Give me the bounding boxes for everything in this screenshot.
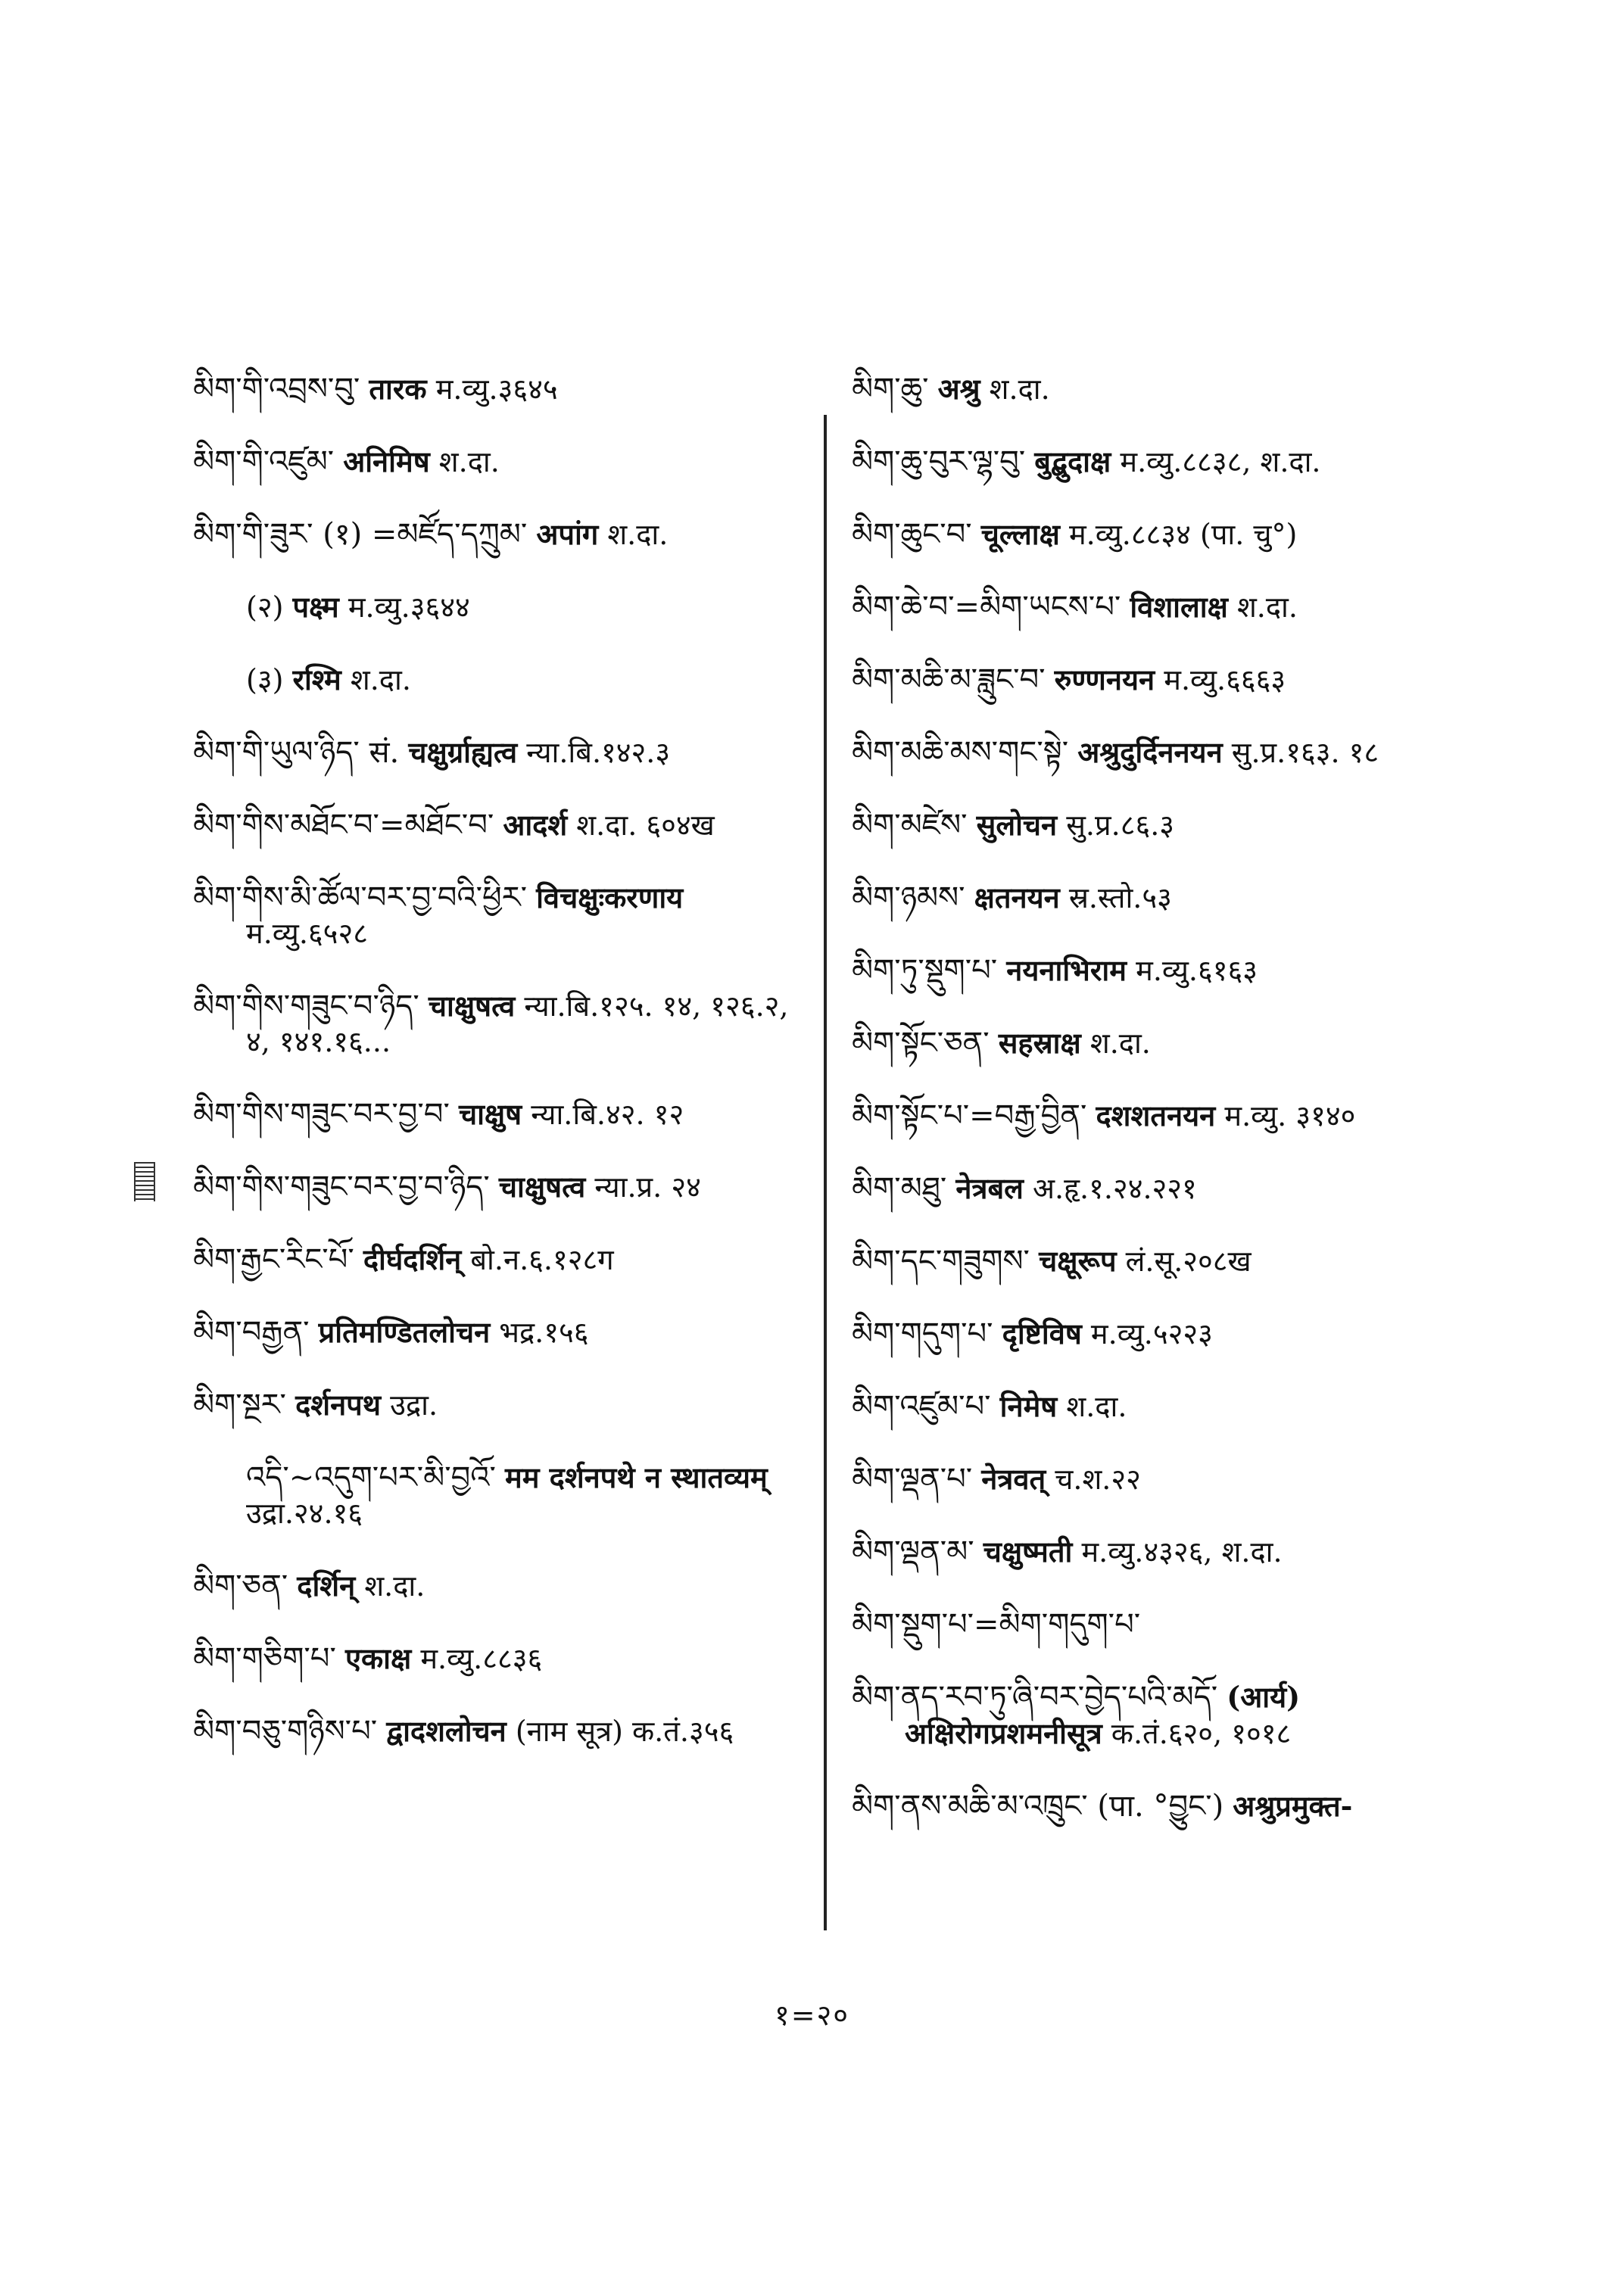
source-reference: म.व्यु.३६४४ xyxy=(348,590,470,624)
sanskrit-gloss: नेत्रवत् xyxy=(981,1462,1046,1496)
source-reference: श.दा. xyxy=(364,1569,425,1603)
sanskrit-gloss: नेत्रबल xyxy=(955,1171,1024,1205)
source-reference: न्या.बि.१४२.३ xyxy=(526,736,671,769)
sanskrit-gloss: रश्मि xyxy=(292,662,341,696)
source-reference: च.श.२२ xyxy=(1055,1463,1141,1496)
tibetan-headword: མིག་འཛུམ་པ་ xyxy=(852,1389,991,1424)
tibetan-headword: མིག་རྒྱང་རིང་པོ་ xyxy=(193,1242,354,1277)
source-reference: श.दा. xyxy=(1236,590,1298,624)
source-reference: न्या.बि.१२५. १४, १२६.२, ४, १४१.१६... xyxy=(246,989,789,1058)
source-reference: भद्र.१५६ xyxy=(499,1316,589,1349)
sanskrit-gloss: अश्रुदुर्दिननयन xyxy=(1077,735,1223,769)
sanskrit-gloss: चक्षुर्ग्राह्यत्व xyxy=(408,735,518,769)
sanskrit-gloss: सहस्राक्ष xyxy=(998,1026,1081,1060)
sanskrit-gloss: रुण्णनयन xyxy=(1054,662,1155,696)
sanskrit-gloss: नयनाभिराम xyxy=(1006,953,1127,987)
tibetan-headword: མིག་ཏུ་སྡུག་པ་ xyxy=(852,953,998,988)
dictionary-subentry xyxy=(193,662,799,698)
tibetan-headword: མིག་ཆེ་བ་=མིག་ཡངས་པ་ xyxy=(852,590,1121,625)
dictionary-entry xyxy=(193,1096,799,1132)
source-reference: म.व्यु.८८३६ xyxy=(420,1642,543,1675)
tibetan-headword: མིག་ལྡན་པ་ xyxy=(852,1462,973,1497)
source-reference: म.व्यु.६१६३ xyxy=(1136,954,1258,987)
tibetan-headword: མིག་གི་ཟུར་ (१) =མཛོད་དཀྲུམ་ xyxy=(193,517,528,552)
dictionary-entry xyxy=(193,1568,799,1604)
sanskrit-gloss: दर्शिन् xyxy=(297,1569,356,1603)
source-reference: श.दा. xyxy=(350,663,411,696)
sanskrit-gloss: द्वादशलोचन xyxy=(386,1714,507,1748)
sanskrit-gloss: बुद्बुदाक्ष xyxy=(1034,444,1111,478)
sanskrit-gloss: एकाक्ष xyxy=(344,1641,412,1675)
dictionary-entry xyxy=(852,1316,1480,1352)
source-reference: श.दा. xyxy=(1066,1390,1127,1423)
source-reference: न्या.प्र. २४ xyxy=(594,1170,701,1204)
dictionary-entry xyxy=(852,1679,1480,1752)
source-reference: म.व्यु.५२२३ xyxy=(1090,1317,1213,1351)
dictionary-entry xyxy=(193,371,799,407)
sanskrit-gloss: दर्शनपथ xyxy=(295,1388,382,1422)
sanskrit-gloss: सुलोचन xyxy=(976,808,1058,842)
dictionary-entry xyxy=(852,371,1480,407)
dictionary-entry xyxy=(193,734,799,771)
tibetan-headword: མིག་མཐུ་ xyxy=(852,1171,947,1206)
tibetan-headword: མིག་ཅན་ xyxy=(193,1569,288,1603)
sense-number: (२) xyxy=(246,590,284,624)
source-reference: म.व्यु.४३२६, श.दा. xyxy=(1081,1535,1283,1569)
tibetan-headword: མིག་གི་ཡུལ་ཉིད་ सं. xyxy=(193,735,400,770)
dictionary-entry xyxy=(852,952,1480,989)
dictionary-entry xyxy=(193,516,799,553)
tibetan-headword: མིག་དང་གཟུགས་ xyxy=(852,1244,1030,1279)
dictionary-entry xyxy=(852,1788,1480,1824)
source-reference: श.दा. xyxy=(1089,1027,1151,1060)
tibetan-headword: མིག་བརྒྱན་ xyxy=(193,1315,310,1350)
tibetan-headword: མིག་སྟོང་པ་=བརྒྱ་བྱིན་ xyxy=(852,1098,1087,1133)
sanskrit-gloss: प्रतिमण्डितलोचन xyxy=(318,1315,491,1349)
sanskrit-gloss: दृष्टिविष xyxy=(1002,1316,1082,1351)
dictionary-entry xyxy=(852,444,1480,480)
dictionary-entry xyxy=(193,444,799,480)
source-reference: म.व्यु. ३१४० xyxy=(1224,1099,1356,1132)
source-reference: श.दा. xyxy=(607,518,669,551)
tibetan-headword: མིག་ནད་རབ་ཏུ་ཞི་བར་བྱེད་པའི་མདོ་ xyxy=(852,1680,1218,1715)
dictionary-entry xyxy=(193,880,799,952)
dictionary-entry xyxy=(193,1387,799,1423)
sanskrit-gloss: चूल्लाक्ष xyxy=(980,517,1060,551)
tibetan-headword: མིག་ཆུ་བུར་ལྷ་བུ་ xyxy=(852,444,1026,479)
tibetan-headword: མིག་བཅུ་གཉིས་པ་ xyxy=(193,1714,378,1749)
source-reference: श.दा. xyxy=(438,445,500,478)
tibetan-headword: མིག་གཅིག་པ་ xyxy=(193,1641,336,1676)
dictionary-entry xyxy=(852,516,1480,553)
sanskrit-gloss: अश्रुप्रमुक्त- xyxy=(1233,1789,1353,1823)
source-reference: उद्रा.२४.१६ xyxy=(246,1497,363,1530)
tibetan-headword: མིག་སྔར་ xyxy=(193,1388,286,1422)
sanskrit-gloss: अपांग xyxy=(536,517,599,551)
right-column xyxy=(852,371,1480,1861)
tibetan-headword: མིག་སྡུག་པ་=མིག་གདུག་པ་ xyxy=(852,1607,1141,1642)
sanskrit-gloss: चाक्षुषत्व xyxy=(428,989,516,1023)
dictionary-entry xyxy=(193,1314,799,1351)
dictionary-entry xyxy=(852,1606,1480,1643)
dictionary-entry xyxy=(852,734,1480,771)
dictionary-entry xyxy=(193,1242,799,1278)
page-number: १=२० xyxy=(774,1999,850,2032)
source-reference: क.तं.६२०, १०१८ xyxy=(1111,1717,1292,1750)
tibetan-headword: མིག་གིས་གཟུང་བར་བྱ་བ་ཉིད་ xyxy=(193,1170,490,1204)
dictionary-entry xyxy=(852,1025,1480,1061)
dictionary-entry xyxy=(852,589,1480,625)
sanskrit-gloss: निमेष xyxy=(999,1389,1058,1423)
sanskrit-gloss: चाक्षुषत्व xyxy=(498,1170,586,1204)
sanskrit-gloss: (आर्य) अक्षिरोगप्रशमनीसूत्र xyxy=(905,1680,1301,1750)
source-reference: म.व्यु.८८३८, श.दा. xyxy=(1120,445,1321,478)
dictionary-entry xyxy=(193,1640,799,1677)
tibetan-headword: མིག་མཆི་མས་གང་སྟེ་ xyxy=(852,735,1069,770)
tibetan-phrase: འདི་~འདུག་པར་མི་བྱའོ་ xyxy=(246,1460,496,1495)
dictionary-entry xyxy=(852,1534,1480,1570)
sense-number: (३) xyxy=(246,663,284,696)
source-reference: लं.सू.२०८ख xyxy=(1125,1245,1252,1278)
tibetan-headword: མིག་ལྡན་མ་ xyxy=(852,1534,974,1569)
source-reference: बो.न.६.१२८ग xyxy=(470,1243,614,1276)
sanskrit-gloss: मम दर्शनपथे न स्थातव्यम् xyxy=(504,1460,768,1494)
source-reference: सु.प्र.१६३. १८ xyxy=(1231,736,1379,769)
dictionary-subentry xyxy=(193,589,799,625)
sanskrit-gloss: विशालाक्ष xyxy=(1130,590,1228,624)
dictionary-entry xyxy=(852,1461,1480,1497)
tibetan-headword: མིག་གི་འབྲས་བུ་ xyxy=(193,372,360,407)
margin-mark xyxy=(134,1162,155,1201)
dictionary-entry xyxy=(193,807,799,843)
source-reference: (नाम सूत्र) क.तं.३५६ xyxy=(515,1715,734,1748)
sanskrit-gloss: दशशतनयन xyxy=(1096,1098,1216,1132)
tibetan-headword: མིག་གིས་གཟུང་བ་ཉིད་ xyxy=(193,989,419,1023)
dictionary-entry xyxy=(852,880,1480,916)
sanskrit-gloss: चक्षुष्मती xyxy=(983,1534,1073,1569)
source-reference: न्या.बि.४२. १२ xyxy=(531,1098,684,1131)
sanskrit-gloss: दीर्घदर्शिन् xyxy=(363,1242,462,1276)
tibetan-headword: མིག་སྟོང་ཅན་ xyxy=(852,1026,990,1061)
tibetan-headword: མིག་ཆུང་བ་ xyxy=(852,517,972,552)
source-reference: म.व्यु.३६४५ xyxy=(435,372,558,406)
sanskrit-gloss: तारक xyxy=(369,372,427,406)
dictionary-entry xyxy=(852,807,1480,843)
source-reference: श.दा. ६०४ख xyxy=(576,808,715,842)
sanskrit-gloss: चाक्षुष xyxy=(458,1097,522,1131)
source-reference: स्र.स्तो.५३ xyxy=(1068,881,1172,914)
dictionary-entry xyxy=(852,1170,1480,1207)
sanskrit-gloss: चक्षूरूप xyxy=(1039,1244,1117,1278)
sanskrit-gloss: अश्रु xyxy=(937,372,980,406)
tibetan-headword: མིག་ཉམས་ xyxy=(852,880,965,915)
sanskrit-gloss: आदर्श xyxy=(503,808,568,842)
source-reference: अ.हृ.१.२४.२२१ xyxy=(1033,1172,1197,1205)
tibetan-headword: མིག་མཛེས་ xyxy=(852,808,968,843)
source-reference: म.व्यु.६५२८ xyxy=(246,917,368,950)
tibetan-headword: མིག་གི་འཛུམ་ xyxy=(193,444,335,479)
sanskrit-gloss: अनिमिष xyxy=(343,444,430,478)
source-reference: उद्रा. xyxy=(390,1388,438,1422)
source-reference: म.व्यु.८८३४ (पा. चु°) xyxy=(1068,518,1298,551)
dictionary-entry xyxy=(852,1098,1480,1134)
dictionary-subentry xyxy=(193,1460,799,1531)
source-reference: म.व्यु.६६६३ xyxy=(1164,663,1286,696)
tibetan-headword: མིག་གིས་མི་ཚོལ་བར་བྱ་བའི་ཕྱིར་ xyxy=(193,880,527,915)
tibetan-headword: མིག་གིས་གཟུང་བར་བྱ་བ་ xyxy=(193,1097,450,1132)
column-divider xyxy=(824,415,827,1930)
tibetan-headword: མིག་ཆུ་ xyxy=(852,372,929,407)
tibetan-headword: མིག་གདུག་པ་ xyxy=(852,1316,993,1351)
dictionary-entry xyxy=(852,1388,1480,1425)
left-column xyxy=(193,371,799,1786)
sanskrit-gloss: विचक्षुःकरणाय xyxy=(536,880,684,914)
tibetan-headword: མིག་གིས་མཐོང་བ་=མཐོང་བ་ xyxy=(193,808,494,843)
dictionary-entry xyxy=(193,1169,799,1205)
sanskrit-gloss: पक्ष्म xyxy=(292,590,339,624)
tibetan-headword: མིག་མཆི་མ་ཟླུང་བ་ xyxy=(852,662,1046,697)
source-reference: श.दा. xyxy=(989,372,1050,406)
dictionary-entry xyxy=(193,988,799,1060)
sanskrit-gloss: क्षतनयन xyxy=(974,880,1060,914)
tibetan-headword: མིག་ནས་མཆི་མ་འཁྲུང་ (पा. °བྱུང་) xyxy=(852,1789,1224,1824)
dictionary-entry xyxy=(852,1243,1480,1279)
dictionary-entry xyxy=(852,662,1480,698)
source-reference: सु.प्र.८६.३ xyxy=(1066,808,1175,842)
dictionary-entry xyxy=(193,1713,799,1749)
